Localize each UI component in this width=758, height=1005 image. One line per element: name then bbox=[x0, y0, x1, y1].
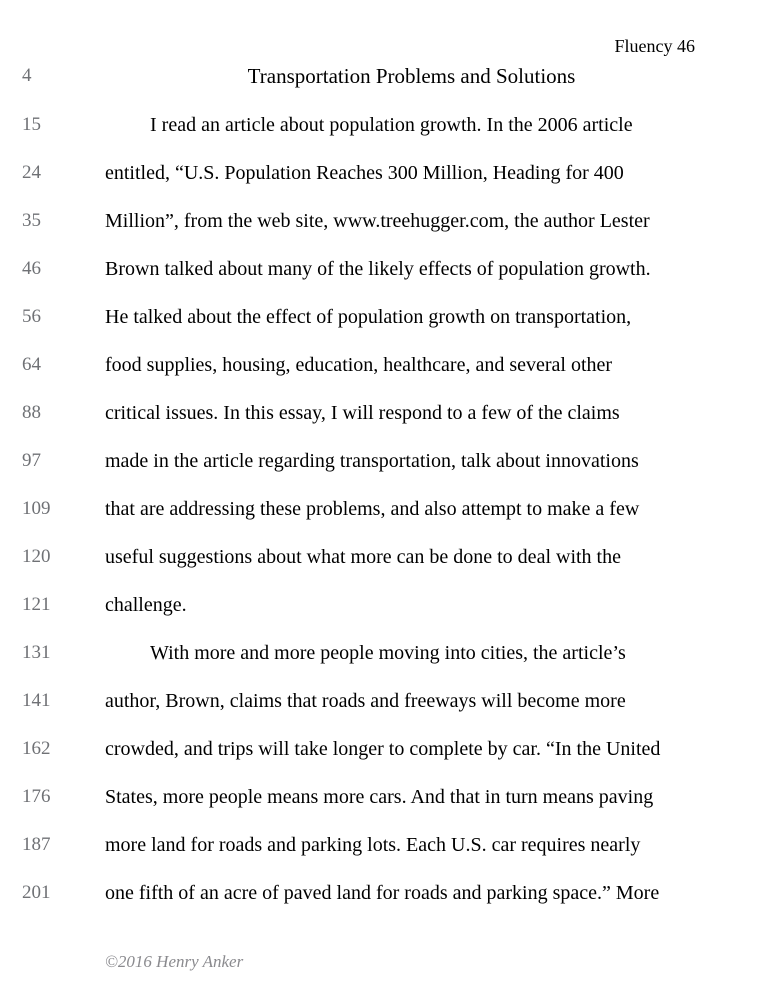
line-text: made in the article regarding transportation, talk about innovations bbox=[105, 450, 639, 472]
line-word-count: 24 bbox=[22, 162, 41, 183]
passage-line-row bbox=[0, 545, 758, 593]
line-word-count: 131 bbox=[22, 642, 51, 663]
passage-line-row bbox=[0, 785, 758, 833]
line-word-count: 141 bbox=[22, 690, 51, 711]
line-word-count: 162 bbox=[22, 738, 51, 759]
passage-line-row bbox=[0, 881, 758, 929]
passage-line-row bbox=[0, 641, 758, 689]
line-word-count: 109 bbox=[22, 498, 51, 519]
passage-line-row bbox=[0, 689, 758, 737]
line-text: one fifth of an acre of paved land for roads and parking space.” More bbox=[105, 882, 660, 904]
line-word-count: 121 bbox=[22, 594, 51, 615]
line-text: crowded, and trips will take longer to complete by car. “In the United bbox=[105, 738, 661, 760]
title-row bbox=[0, 64, 758, 113]
passage-line-row bbox=[0, 737, 758, 785]
passage-line-row bbox=[0, 113, 758, 161]
line-word-count: 201 bbox=[22, 882, 51, 903]
line-text: more land for roads and parking lots. Each U.S. car requires nearly bbox=[105, 834, 641, 856]
passage-line-row bbox=[0, 593, 758, 641]
passage-line-row bbox=[0, 353, 758, 401]
passage-line-row bbox=[0, 209, 758, 257]
passage-content bbox=[0, 64, 758, 929]
passage-line-row bbox=[0, 305, 758, 353]
page-title: Transportation Problems and Solutions bbox=[247, 64, 576, 88]
line-text: Million”, from the web site, www.treehugger.com, the author Lester bbox=[105, 210, 650, 232]
line-word-count: 120 bbox=[22, 546, 51, 567]
line-word-count: 88 bbox=[22, 402, 41, 423]
line-word-count: 64 bbox=[22, 354, 41, 375]
passage-line-row bbox=[0, 257, 758, 305]
line-word-count: 56 bbox=[22, 306, 41, 327]
line-text: entitled, “U.S. Population Reaches 300 Million, Heading for 400 bbox=[105, 162, 624, 184]
line-word-count: 15 bbox=[22, 114, 41, 135]
line-text: He talked about the effect of population growth on transportation, bbox=[105, 306, 632, 328]
line-text: States, more people means more cars. And that in turn means paving bbox=[105, 786, 654, 808]
line-text: that are addressing these problems, and also attempt to make a few bbox=[105, 498, 640, 520]
line-word-count: 176 bbox=[22, 786, 51, 807]
passage-line-row bbox=[0, 161, 758, 209]
passage-lines bbox=[0, 113, 758, 929]
page-header-label: Fluency 46 bbox=[614, 36, 695, 56]
title-word-count: 4 bbox=[22, 65, 32, 86]
passage-line-row bbox=[0, 401, 758, 449]
line-text: challenge. bbox=[105, 594, 187, 616]
line-word-count: 187 bbox=[22, 834, 51, 855]
line-text: author, Brown, claims that roads and freeways will become more bbox=[105, 690, 626, 712]
line-word-count: 97 bbox=[22, 450, 41, 471]
line-text: I read an article about population growth. In the 2006 article bbox=[150, 114, 633, 136]
passage-line-row bbox=[0, 449, 758, 497]
copyright-footer: ©2016 Henry Anker bbox=[105, 952, 244, 971]
line-word-count: 35 bbox=[22, 210, 41, 231]
line-text: food supplies, housing, education, healthcare, and several other bbox=[105, 354, 613, 376]
line-text: critical issues. In this essay, I will respond to a few of the claims bbox=[105, 402, 620, 424]
line-word-count: 46 bbox=[22, 258, 41, 279]
passage-line-row bbox=[0, 497, 758, 545]
line-text: useful suggestions about what more can be done to deal with the bbox=[105, 546, 621, 568]
line-text: Brown talked about many of the likely effects of population growth. bbox=[105, 258, 651, 280]
passage-line-row bbox=[0, 833, 758, 881]
line-text: With more and more people moving into cities, the article’s bbox=[150, 642, 626, 664]
